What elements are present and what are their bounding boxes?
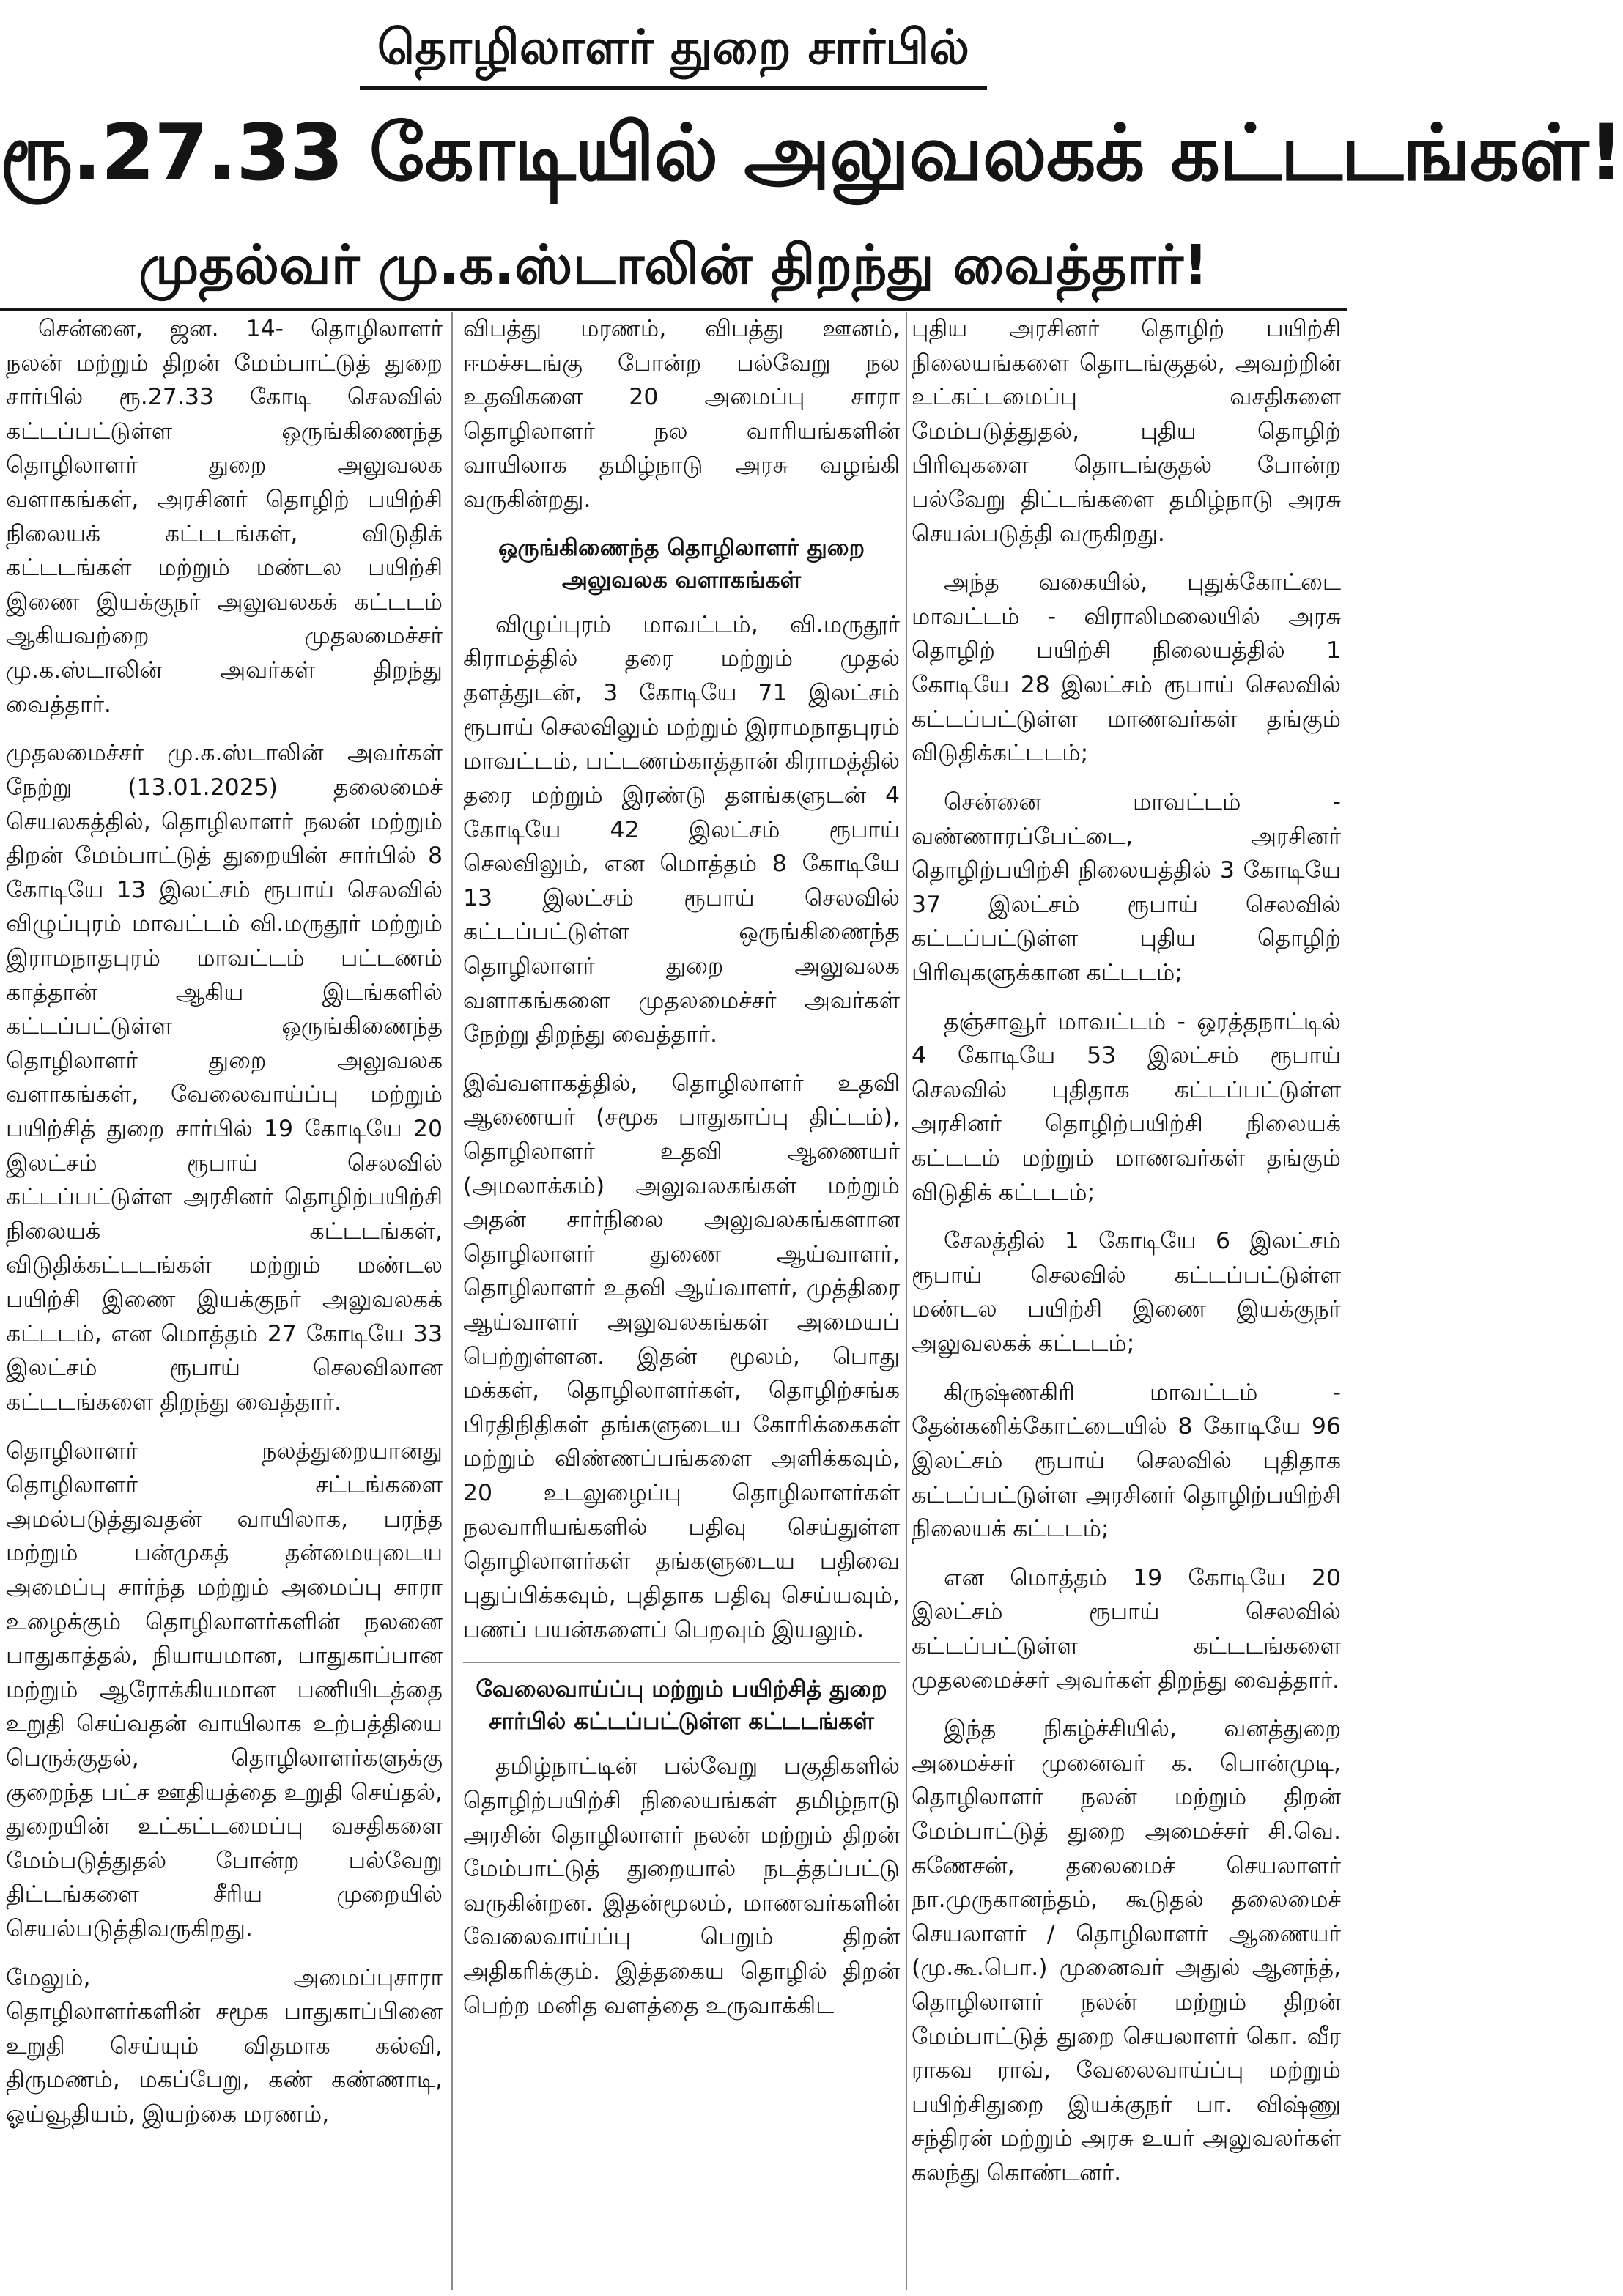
paragraph: இந்த நிகழ்ச்சியில், வனத்துறை அமைச்சர் முனைவர் க. பொன்முடி, தொழிலாளர் நலன் மற்றும் திறன் மேம்பாட்டுத் துறை அமைச்சர் சி.வெ. கணேசன், தலைமைச் செயலாளர் நா.முருகானந்தம், கூடுதல் தலைமைச் செயலாளர் / தொழிலாளர் ஆணையர் (மு.கூ.பொ.) முனைவர் அதுல் ஆனந்த், தொழிலாளர் நலன் மற்றும் திறன் மேம்பாட்டுத் துறை செயலாளர் கொ. வீர ராகவ ராவ், வேலைவாய்ப்பு மற்றும் பயிற்சிதுறை இயக்குநர் பா. விஷ்ணு சந்திரன் மற்றும் அரசு உயர் அலுவலர்கள் கலந்து கொண்டனர். <box>912 1716 1341 2187</box>
headline: ரூ.27.33 கோடியில் அலுவலகக் கட்டடங்கள்! <box>0 108 1623 198</box>
header-rule <box>0 308 1347 311</box>
paragraph: மேலும், அமைப்புசாரா தொழிலாளர்களின் சமூக பாதுகாப்பினை உறுதி செய்யும் விதமாக கல்வி, திருமணம், மகப்பேறு, கண் கண்ணாடி, ஓய்வூதியம், இயற்கை மரணம், <box>6 1964 443 2128</box>
kicker-container <box>0 16 1347 90</box>
paragraph: அந்த வகையில், புதுக்கோட்டை மாவட்டம் - விராலிமலையில் அரசு தொழிற் பயிற்சி நிலையத்தில் 1 கோடியே 28 இலட்சம் ரூபாய் செலவில் கட்டப்பட்டுள்ள மாணவர்கள் தங்கும் விடுதிக்கட்டடம்; <box>912 569 1341 767</box>
column-divider <box>451 312 453 2290</box>
paragraph: சென்னை மாவட்டம் - வண்ணாரப்பேட்டை, அரசினர் தொழிற்பயிற்சி நிலையத்தில் 3 கோடியே 37 இலட்சம் ரூபாய் செலவில் கட்டப்பட்டுள்ள புதிய தொழிற் பிரிவுகளுக்கான கட்டடம்; <box>912 788 1341 986</box>
paragraph: சேலத்தில் 1 கோடியே 6 இலட்சம் ரூபாய் செலவில் கட்டப்பட்டுள்ள மண்டல பயிற்சி இணை இயக்குநர் அலுவலகக் கட்டடம்; <box>912 1228 1341 1358</box>
article-column-1 <box>6 312 443 2290</box>
paragraph: தமிழ்நாட்டின் பல்வேறு பகுதிகளில் தொழிற்பயிற்சி நிலையங்கள் தமிழ்நாடு அரசின் தொழிலாளர் நலன் மற்றும் திறன் மேம்பாட்டுத் துறையால் நடத்தப்பட்டு வருகின்றன. இதன்மூலம், மாணவர்களின் வேலைவாய்ப்பு பெறும் திறன் அதிகரிக்கும். இத்தகைய தொழில் திறன் பெற்ற மனித வளத்தை உருவாக்கிட <box>463 1753 900 2019</box>
section-heading: ஒருங்கிணைந்த தொழிலாளர் துறை அலுவலக வளாகங்கள் <box>498 534 865 593</box>
paragraph: தொழிலாளர் நலத்துறையானது தொழிலாளர் சட்டங்களை அமல்படுத்துவதன் வாயிலாக, பரந்த மற்றும் பன்முகத் தன்மையுடைய அமைப்பு சார்ந்த மற்றும் அமைப்பு சாரா உழைக்கும் தொழிலாளர்களின் நலனை பாதுகாத்தல், நியாயமான, பாதுகாப்பான மற்றும் ஆரோக்கியமான பணியிடத்தை உறுதி செய்வதன் வாயிலாக உற்பத்தியை பெருக்குதல், தொழிலாளர்களுக்கு குறைந்த பட்ச ஊதியத்தை உறுதி செய்தல், துறையின் உட்கட்டமைப்பு வசதிகளை மேம்படுத்துதல் போன்ற பல்வேறு திட்டங்களை சீரிய முறையில் செயல்படுத்திவருகிறது. <box>6 1437 443 1943</box>
article-column-2 <box>463 312 900 2290</box>
paragraph: விபத்து மரணம், விபத்து ஊனம், ஈமச்சடங்கு போன்ற பல்வேறு நல உதவிகளை 20 அமைப்பு சாரா தொழிலாளர் நல வாரியங்களின் வாயிலாக தமிழ்நாடு அரசு வழங்கி வருகின்றது. <box>463 316 900 514</box>
column-divider <box>906 312 907 2290</box>
paragraph: முதலமைச்சர் மு.க.ஸ்டாலின் அவர்கள் நேற்று (13.01.2025) தலைமைச் செயலகத்தில், தொழிலாளர் நலன் மற்றும் திறன் மேம்பாட்டுத் துறையின் சார்பில் 8 கோடியே 13 இலட்சம் ரூபாய் செலவில் விழுப்புரம் மாவட்டம் வி.மருதூர் மற்றும் இராமநாதபுரம் மாவட்டம் பட்டணம் காத்தான் ஆகிய இடங்களில் கட்டப்பட்டுள்ள ஒருங்கிணைந்த தொழிலாளர் துறை அலுவலக வளாகங்கள், வேலைவாய்ப்பு மற்றும் பயிற்சித் துறை சார்பில் 19 கோடியே 20 இலட்சம் ரூபாய் செலவில் கட்டப்பட்டுள்ள அரசினர் தொழிற்பயிற்சி நிலையக் கட்டடங்கள், விடுதிக்கட்டடங்கள் மற்றும் மண்டல பயிற்சி இணை இயக்குநர் அலுவலகக் கட்டடம், என மொத்தம் 27 கோடியே 33 இலட்சம் ரூபாய் செலவிலான கட்டடங்களை திறந்து வைத்தார். <box>6 740 443 1415</box>
paragraph: இவ்வளாகத்தில், தொழிலாளர் உதவி ஆணையர் (சமூக பாதுகாப்பு திட்டம்), தொழிலாளர் உதவி ஆணையர் (அமலாக்கம்) அலுவலகங்கள் மற்றும் அதன் சார்நிலை அலுவலகங்களான தொழிலாளர் துணை ஆய்வாளர், தொழிலாளர் உதவி ஆய்வாளர், முத்திரை ஆய்வாளர் அலுவலகங்கள் அமையப் பெற்றுள்ளன. இதன் மூலம், பொது மக்கள், தொழிலாளர்கள், தொழிற்சங்க பிரதிநிதிகள் தங்களுடைய கோரிக்கைகள் மற்றும் விண்ணப்பங்களை அளிக்கவும், 20 உடலுழைப்பு தொழிலாளர்கள் நலவாரியங்களில் பதிவு செய்துள்ள தொழிலாளர்கள் தங்களுடைய பதிவை புதுப்பிக்கவும், புதிதாக பதிவு செய்யவும், பணப் பயன்களைப் பெறவும் இயலும். <box>463 1070 900 1643</box>
section-rule <box>463 1662 900 1663</box>
paragraph: விழுப்புரம் மாவட்டம், வி.மருதூர் கிராமத்தில் தரை மற்றும் முதல் தளத்துடன், 3 கோடியே 71 இலட்சம் ரூபாய் செலவிலும் மற்றும் இராமநாதபுரம் மாவட்டம், பட்டணம்காத்தான் கிராமத்தில் தரை மற்றும் இரண்டு தளங்களுடன் 4 கோடியே 42 இலட்சம் ரூபாய் செலவிலும், என மொத்தம் 8 கோடியே 13 இலட்சம் ரூபாய் செலவில் கட்டப்பட்டுள்ள ஒருங்கிணைந்த தொழிலாளர் துறை அலுவலக வளாகங்களை முதலமைச்சர் அவர்கள் நேற்று திறந்து வைத்தார். <box>463 611 900 1048</box>
article-column-3 <box>912 312 1341 2290</box>
paragraph: கிருஷ்ணகிரி மாவட்டம் - தேன்கனிக்கோட்டையில் 8 கோடியே 96 இலட்சம் ரூபாய் செலவில் புதிதாக கட்டப்பட்டுள்ள அரசினர் தொழிற்பயிற்சி நிலையக் கட்டடம்; <box>912 1379 1341 1543</box>
subheadline: முதல்வர் மு.க.ஸ்டாலின் திறந்து வைத்தார்! <box>138 234 1208 297</box>
section-heading: வேலைவாய்ப்பு மற்றும் பயிற்சித் துறை சார்பில் கட்டப்பட்டுள்ள கட்டடங்கள் <box>476 1676 887 1736</box>
paragraph: புதிய அரசினர் தொழிற் பயிற்சி நிலையங்களை தொடங்குதல், அவற்றின் உட்கட்டமைப்பு வசதிகளை மேம்படுத்துதல், புதிய தொழிற் பிரிவுகளை தொடங்குதல் போன்ற பல்வேறு திட்டங்களை தமிழ்நாடு அரசு செயல்படுத்தி வருகிறது. <box>912 316 1341 547</box>
paragraph: என மொத்தம் 19 கோடியே 20 இலட்சம் ரூபாய் செலவில் கட்டப்பட்டுள்ள கட்டடங்களை முதலமைச்சர் அவர்கள் திறந்து வைத்தார். <box>912 1564 1341 1694</box>
paragraph: சென்னை, ஜன. 14- தொழிலாளர் நலன் மற்றும் திறன் மேம்பாட்டுத் துறை சார்பில் ரூ.27.33 கோடி செலவில் கட்டப்பட்டுள்ள ஒருங்கிணைந்த தொழிலாளர் துறை அலுவலக வளாகங்கள், அரசினர் தொழிற் பயிற்சி நிலையக் கட்டடங்கள், விடுதிக் கட்டடங்கள் மற்றும் மண்டல பயிற்சி இணை இயக்குநர் அலுவலகக் கட்டடம் ஆகியவற்றை முதலமைச்சர் மு.க.ஸ்டாலின் அவர்கள் திறந்து வைத்தார். <box>6 316 443 718</box>
paragraph: தஞ்சாவூர் மாவட்டம் - ஒரத்தநாட்டில் 4 கோடியே 53 இலட்சம் ரூபாய் செலவில் புதிதாக கட்டப்பட்டுள்ள அரசினர் தொழிற்பயிற்சி நிலையக் கட்டடம் மற்றும் மாணவர்கள் தங்கும் விடுதிக் கட்டடம்; <box>912 1008 1341 1206</box>
kicker: தொழிலாளர் துறை சார்பில் <box>360 16 987 90</box>
